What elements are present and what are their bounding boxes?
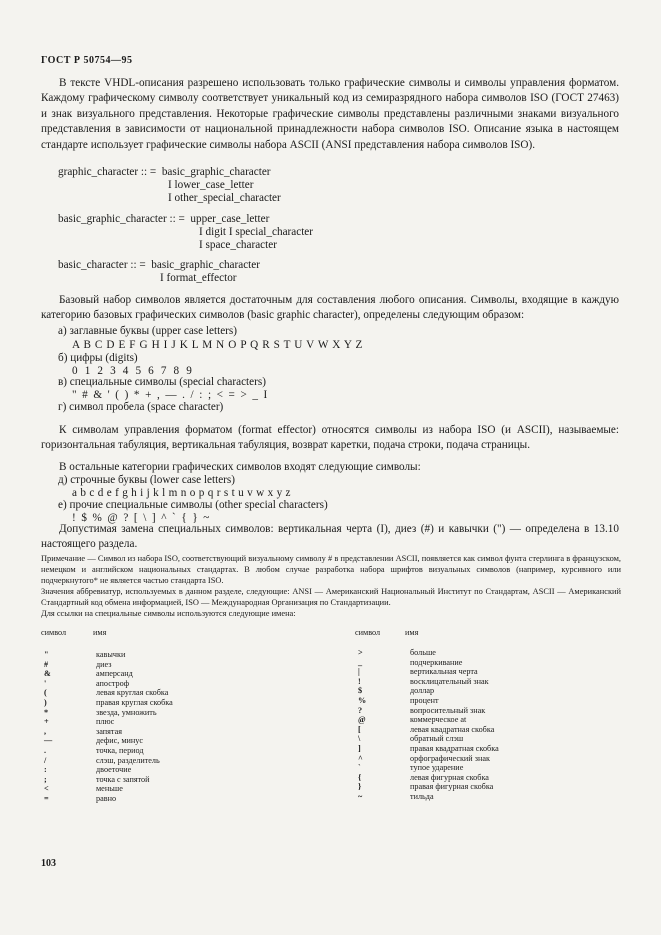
category-g-label: г) символ пробела (space character) xyxy=(58,401,224,413)
table-cell-symbol: * xyxy=(44,707,49,717)
category-v-label: в) специальные символы (special characters) xyxy=(58,376,266,388)
rule-basic-character-line2: I format_effector xyxy=(160,272,237,284)
table-left-header-name: имя xyxy=(93,628,107,637)
table-cell-name: тупое ударение xyxy=(410,763,464,773)
table-cell-symbol: ~ xyxy=(358,791,363,801)
table-cell-symbol: = xyxy=(44,793,49,803)
table-row xyxy=(358,648,640,658)
table-row xyxy=(358,677,640,687)
table-row xyxy=(358,667,640,677)
table-cell-symbol: : xyxy=(44,765,47,775)
rule-graphic-character-line2: I lower_case_letter xyxy=(168,179,254,191)
table-row xyxy=(44,765,326,775)
table-row xyxy=(44,708,326,718)
table-cell-name: правая квадратная скобка xyxy=(410,743,499,753)
table-cell-symbol: ( xyxy=(44,688,47,698)
table-row xyxy=(44,727,326,737)
table-row xyxy=(44,679,326,689)
table-cell-symbol: . xyxy=(44,745,47,755)
table-cell-symbol: { xyxy=(358,772,362,782)
table-cell-symbol: ] xyxy=(358,743,361,753)
table-row xyxy=(358,686,640,696)
table-cell-name: левая круглая скобка xyxy=(96,688,169,698)
rule-basic-character-line1: basic_character :: = basic_graphic_character xyxy=(58,259,260,271)
table-cell-name: процент xyxy=(410,695,439,705)
table-cell-symbol: } xyxy=(358,782,362,792)
paragraph-substitution: Допустимая замена специальных символов: вертикальная черта (I), диез (#) и кавычки (") — определена в 13.10 настоящего раздела. xyxy=(41,523,619,551)
table-cell-name: орфографический знак xyxy=(410,753,490,763)
table-row xyxy=(44,660,326,670)
table-cell-symbol: < xyxy=(44,784,49,794)
table-cell-symbol: ` xyxy=(358,763,361,773)
table-cell-symbol: _ xyxy=(358,657,363,667)
table-cell-name: правая круглая скобка xyxy=(96,697,173,707)
table-cell-name: левая квадратная скобка xyxy=(410,724,495,734)
symbol-table-right xyxy=(358,648,640,802)
table-row xyxy=(44,746,326,756)
table-cell-name: амперсанд xyxy=(96,669,133,679)
table-cell-symbol: & xyxy=(44,669,51,679)
table-row xyxy=(44,650,326,660)
table-cell-symbol: @ xyxy=(358,715,366,725)
table-row xyxy=(358,773,640,783)
table-cell-symbol: + xyxy=(44,717,49,727)
table-row xyxy=(358,715,640,725)
table-cell-symbol: $ xyxy=(358,686,363,696)
table-right-header-symbol: символ xyxy=(355,628,381,637)
table-row xyxy=(44,698,326,708)
symbol-table-left xyxy=(44,650,326,804)
paragraph-format-effector: К символам управления форматом (format effector) относятся символы из набора ISO (и ASCII), называемые: горизонтальная табуляция, вертикальная табуляция, возврат каретки, подача строки, подача страницы. xyxy=(41,424,619,452)
table-cell-symbol: ? xyxy=(358,705,363,715)
table-cell-symbol: # xyxy=(44,659,49,669)
document-header: ГОСТ Р 50754—95 xyxy=(41,55,133,66)
page-number: 103 xyxy=(41,858,56,869)
table-row xyxy=(358,706,640,716)
table-cell-name: слэш, разделитель xyxy=(96,755,160,765)
table-cell-name: вопросительный знак xyxy=(410,705,486,715)
table-row xyxy=(358,658,640,668)
table-cell-symbol: | xyxy=(358,667,360,677)
category-d-label: д) строчные буквы (lower case letters) xyxy=(58,474,235,486)
table-cell-name: точка с запятой xyxy=(96,774,150,784)
table-cell-symbol: , xyxy=(44,726,47,736)
table-cell-name: апостроф xyxy=(96,678,130,688)
category-e-label: е) прочие специальные символы (other special characters) xyxy=(58,499,328,511)
table-cell-name: дефис, минус xyxy=(96,736,143,746)
table-row xyxy=(358,792,640,802)
note-iso-symbol: Примечание — Символ из набора ISO, соответствующий визуальному символу # в представлении ASCII, появляется как символ фунта стерлинга в французском, немецком и английском национальных стандартах. В любом случае разработка набора шрифтов визуальных символов (например, курсивного или подчеркнутого* не является частью стандарта ISO. xyxy=(41,554,621,586)
table-row xyxy=(44,756,326,766)
table-row xyxy=(44,717,326,727)
table-cell-name: левая фигурная скобка xyxy=(410,772,489,782)
rule-basic-graphic-line2: I digit I special_character xyxy=(199,226,313,238)
table-row xyxy=(358,782,640,792)
paragraph-intro: В тексте VHDL-описания разрешено использовать только графические символы и символы управления форматом. Каждому графическому символу соответствует уникальный код из семиразрядного набора символов ISO (ГОСТ 27463) и знак визуального представления. Некоторые графические символы представлены различными знаками визуального представления в зависимости от национальной принадлежности набора символов ISO. Описание языка в настоящем стандарте использует графические символы набора ASCII (ANSI представления набора символов ISO). xyxy=(41,77,619,151)
table-cell-name: больше xyxy=(410,648,436,657)
table-cell-symbol: " xyxy=(44,650,49,659)
table-cell-symbol: — xyxy=(44,736,53,746)
table-cell-name: вертикальная черта xyxy=(410,667,478,677)
table-row xyxy=(358,763,640,773)
rule-graphic-character-line3: I other_special_character xyxy=(168,192,281,204)
table-cell-symbol: % xyxy=(358,695,367,705)
category-a-values: A B C D E F G H I J K L M N O P Q R S T U V W X Y Z xyxy=(72,339,363,351)
note-abbreviations: Значения аббревиатур, используемых в данном разделе, следующие: ANSI — Американский Национальный Институт по Стандартам, ASCII — Американский Стандартный код обмена информацией, ISO — Международная Организация по Стандартизации. xyxy=(41,587,621,608)
table-left-header-symbol: символ xyxy=(41,628,67,637)
table-cell-symbol: ! xyxy=(358,676,361,686)
table-cell-symbol: [ xyxy=(358,724,361,734)
table-cell-symbol: ^ xyxy=(358,753,363,763)
table-cell-name: восклицательный знак xyxy=(410,676,489,686)
table-cell-name: тильда xyxy=(410,791,434,801)
table-cell-name: коммерческое at xyxy=(410,715,467,725)
table-cell-name: кавычки xyxy=(96,650,126,659)
table-row xyxy=(44,794,326,804)
table-row xyxy=(358,696,640,706)
table-row xyxy=(44,688,326,698)
table-cell-name: точка, период xyxy=(96,745,144,755)
table-cell-name: подчеркивание xyxy=(410,657,463,667)
category-a-label: а) заглавные буквы (upper case letters) xyxy=(58,325,237,337)
table-cell-name: двоеточие xyxy=(96,765,132,775)
table-cell-symbol: / xyxy=(44,755,47,765)
category-v-values: " # & ' ( ) * + , — . / : ; < = > _ I xyxy=(72,389,268,401)
table-row xyxy=(358,734,640,744)
table-cell-symbol: ' xyxy=(44,678,47,688)
category-b-label: б) цифры (digits) xyxy=(58,352,138,364)
rule-basic-graphic-line3: I space_character xyxy=(199,239,277,251)
table-cell-name: меньше xyxy=(96,784,123,794)
category-d-values: a b c d e f g h i j k l m n o p q r s t u v w x y z xyxy=(72,487,291,499)
table-row xyxy=(44,669,326,679)
table-row xyxy=(44,736,326,746)
table-row xyxy=(44,784,326,794)
table-cell-name: звезда, умножить xyxy=(96,707,157,717)
paragraph-other-categories: В остальные категории графических символов входят следующие символы: xyxy=(59,461,421,473)
table-row xyxy=(44,775,326,785)
table-row xyxy=(358,744,640,754)
table-cell-symbol: ) xyxy=(44,697,47,707)
table-cell-name: обратный слэш xyxy=(410,734,464,744)
table-cell-name: запятая xyxy=(96,726,122,736)
rule-basic-graphic-line1: basic_graphic_character :: = upper_case_letter xyxy=(58,213,270,225)
note-special-names: Для ссылки на специальные символы используются следующие имена: xyxy=(41,609,296,618)
table-cell-symbol: \ xyxy=(358,734,361,744)
table-right-header-name: имя xyxy=(405,628,419,637)
paragraph-basic-set: Базовый набор символов является достаточным для составления любого описания. Символы, входящие в каждую категорию базовых графических символов (basic graphic character), определены следующим образом: xyxy=(41,294,619,322)
table-cell-name: правая фигурная скобка xyxy=(410,782,494,792)
table-row xyxy=(358,725,640,735)
rule-graphic-character-line1: graphic_character :: = basic_graphic_character xyxy=(58,166,271,178)
table-cell-symbol: > xyxy=(358,648,363,657)
table-cell-name: доллар xyxy=(410,686,435,696)
table-row xyxy=(358,754,640,764)
table-cell-symbol: ; xyxy=(44,774,47,784)
category-e-values: ! $ % @ ? [ \ ] ^ ` { } ~ xyxy=(72,512,210,524)
category-b-values: 0 1 2 3 4 5 6 7 8 9 xyxy=(72,365,193,377)
table-cell-name: диез xyxy=(96,659,112,669)
table-cell-name: равно xyxy=(96,793,117,803)
table-cell-name: плюс xyxy=(96,717,115,727)
